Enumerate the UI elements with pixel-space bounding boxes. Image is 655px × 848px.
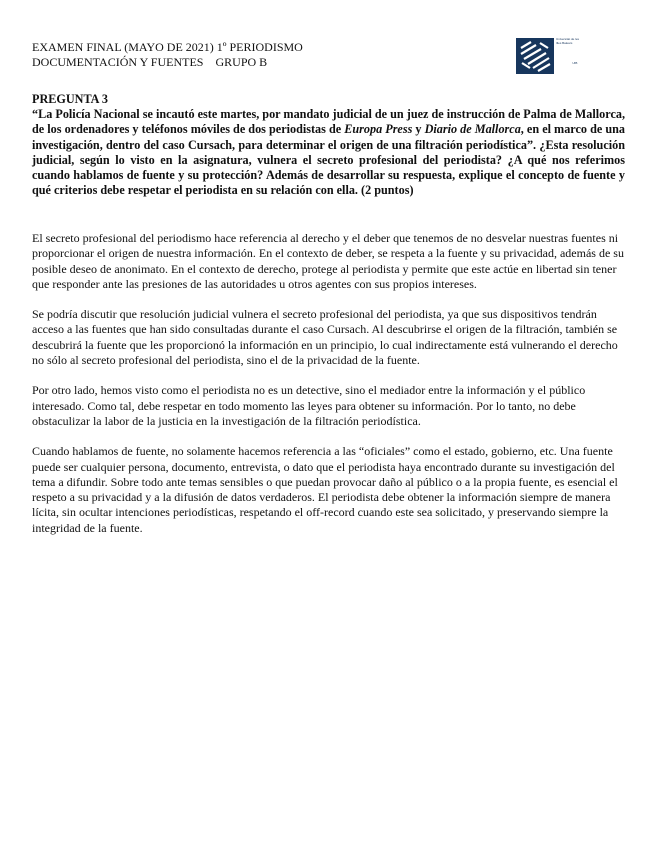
answer-paragraph-2: Se podría discutir que resolución judicial vulnera el secreto profesional del periodista, ya que sus dispositivos tendrán acceso a las fuentes que han sido consultadas durante el caso Cursach. Al descubrirse el origen de la filtración, también se descubrirá la fuente que les proporcionó la información en un principio, lo cual indirectamente está vulnerando el derecho no sólo al secreto profesional del periodista, sino el de la privacidad de la fuente. <box>32 307 618 368</box>
question-text-emphasis-2: Diario de Mallorca <box>424 122 521 137</box>
answer-block <box>32 231 625 551</box>
question-title: PREGUNTA 3 <box>32 92 108 106</box>
question-text-part-3: , en el marco de una investigación, dentro del caso Cursach, para determinar el origen de una filtración periodística”. ¿Esta resolución judicial, según lo visto en la asignatura, vulnera el secreto profesional del periodista? ¿A qué nos referimos cuando hablamos de fuente y su protección? Además de desarrollar su respuesta, explique el concepto de fuente y qué criterios debe respetar el periodista en su relación con ella. (2 puntos) <box>32 122 625 198</box>
university-name <box>556 37 584 65</box>
question-text-part-2: y <box>412 122 425 137</box>
exam-header-line-2: DOCUMENTACIÓN Y FUENTES GRUPO B <box>32 55 268 69</box>
exam-header <box>32 40 502 70</box>
question-text-emphasis-1: Europa Press <box>344 122 413 137</box>
university-logo <box>516 38 584 74</box>
university-abbrev: UIB <box>572 61 578 65</box>
answer-paragraph-3: Por otro lado, hemos visto como el periodista no es un detective, sino el mediador entre la información y el público interesado. Como tal, debe respetar en todo momento las leyes para obtener su información. Por lo tanto, no debe obstaculizar la labor de la justicia en la investigación de la filtración periodística. <box>32 383 586 428</box>
university-logo-icon <box>516 38 554 74</box>
answer-paragraph-4: Cuando hablamos de fuente, no solamente hacemos referencia a las “oficiales” como el estado, gobierno, etc. Una fuente puede ser cualquier persona, documento, entrevista, o dato que el periodista haya encontrado durante su investigación del tema a difundir. Sobre todo ante temas sensibles o que puedan provocar daño al público o a la propia fuente, es esencial el respeto a su privacidad y a la difusión de datos verdaderos. El periodista debe obtener la información siempre de manera lícita, sin ocultar intenciones periodísticas, respetando el off-record cuando este sea solicitado, y preservando siempre la integridad de la fuente. <box>32 444 618 535</box>
university-name-text: Universitat de les Illes Balears <box>556 37 580 45</box>
answer-paragraph-1: El secreto profesional del periodismo hace referencia al derecho y el deber que tenemos de no desvelar nuestras fuentes ni proporcionar el origen de nuestra información. En el contexto de deber, se respeta a la fuente y su privacidad, además de su posible deseo de anonimato. En el contexto de derecho, protege al periodista y permite que este actúe en libertad sin tener que responder ante las presiones de las autoridades u otros agentes con sus propios intereses. <box>32 231 624 291</box>
question-text-part-1: “La Policía Nacional se incautó este martes, por mandato judicial de un juez de instrucción de Palma de Mallorca, de los ordenadores y teléfonos móviles de dos periodistas de <box>32 107 625 137</box>
exam-header-line-1: EXAMEN FINAL (MAYO DE 2021) 1º PERIODISMO <box>32 40 303 54</box>
question-block <box>32 92 625 198</box>
